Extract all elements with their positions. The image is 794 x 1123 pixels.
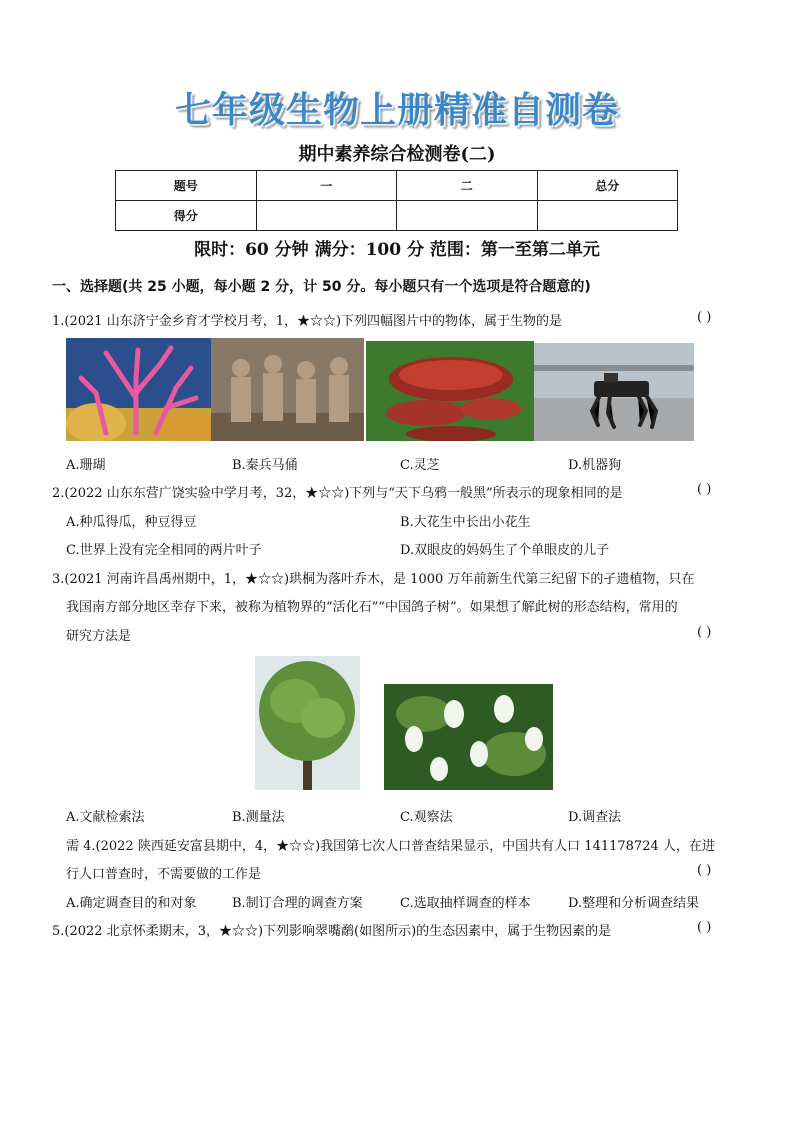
lingzhi-image xyxy=(366,341,534,441)
question-1-text: 1.(2021 山东济宁金乡育才学校月考，1，★☆☆)下列四幅图片中的物体，属于生物的是 xyxy=(52,314,563,329)
table-cell: 一 xyxy=(256,171,397,201)
question-4-text: 需 4.(2022 陕西延安富县期中，4，★☆☆)我国第七次人口普查结果显示，中国共有人口 141178724 人，在进 xyxy=(66,839,715,854)
score-input-cell[interactable] xyxy=(537,201,678,231)
score-table xyxy=(115,170,678,231)
section-heading: 一、选择题(共 25 小题，每小题 2 分，计 50 分。每小题只有一个选项是符合题意的) xyxy=(52,279,591,295)
table-row xyxy=(116,201,678,231)
exam-limits: 限时：60 分钟 满分：100 分 范围：第一至第二单元 xyxy=(194,240,600,260)
option-c[interactable]: C.灵芝 xyxy=(400,458,440,473)
question-3-text: 研究方法是 xyxy=(66,629,132,644)
option-d[interactable]: D.双眼皮的妈妈生了个单眼皮的儿子 xyxy=(400,543,610,558)
robot-dog-image xyxy=(534,343,694,441)
option-b[interactable]: B.大花生中长出小花生 xyxy=(400,515,531,530)
answer-bracket[interactable]: ( ) xyxy=(697,625,712,640)
terracotta-warriors-image xyxy=(211,338,364,441)
score-input-cell[interactable] xyxy=(397,201,538,231)
question-4-text: 行人口普查时，不需要做的工作是 xyxy=(66,867,262,882)
option-a[interactable]: A.文献检索法 xyxy=(66,810,145,825)
option-b[interactable]: B.制订合理的调查方案 xyxy=(232,896,363,911)
question-5-text: 5.(2022 北京怀柔期末，3，★☆☆)下列影响翠嘴鹬(如图所示)的生态因素中，属于生物因素的是 xyxy=(52,924,612,939)
table-cell: 得分 xyxy=(116,201,257,231)
table-cell: 总分 xyxy=(537,171,678,201)
table-row xyxy=(116,171,678,201)
answer-bracket[interactable]: ( ) xyxy=(697,920,712,935)
table-cell: 二 xyxy=(397,171,538,201)
question-3-text: 我国南方部分地区幸存下来，被称为植物界的“活化石”“中国鸽子树”。如果想了解此树的形态结构，常用的 xyxy=(66,600,678,615)
option-d[interactable]: D.调查法 xyxy=(568,810,622,825)
answer-bracket[interactable]: ( ) xyxy=(697,310,712,325)
option-a[interactable]: A.种瓜得瓜，种豆得豆 xyxy=(66,515,197,530)
answer-bracket[interactable]: ( ) xyxy=(697,482,712,497)
question-2-text: 2.(2022 山东东营广饶实验中学月考，32，★☆☆)下列与“天下乌鸦一般黑”所表示的现象相同的是 xyxy=(52,486,623,501)
question-3-text: 3.(2021 河南许昌禹州期中，1，★☆☆)珙桐为落叶乔木，是 1000 万年前新生代第三纪留下的孑遗植物，只在 xyxy=(52,572,695,587)
dove-tree-image xyxy=(255,656,360,790)
option-c[interactable]: C.世界上没有完全相同的两片叶子 xyxy=(66,543,262,558)
banner-title: 七年级生物上册精准自测卷 xyxy=(174,90,619,131)
answer-bracket[interactable]: ( ) xyxy=(697,863,712,878)
score-input-cell[interactable] xyxy=(256,201,397,231)
option-a[interactable]: A.珊瑚 xyxy=(66,458,106,473)
table-cell: 题号 xyxy=(116,171,257,201)
option-d[interactable]: D.整理和分析调查结果 xyxy=(568,896,700,911)
option-b[interactable]: B.测量法 xyxy=(232,810,285,825)
option-b[interactable]: B.秦兵马俑 xyxy=(232,458,298,473)
option-d[interactable]: D.机器狗 xyxy=(568,458,622,473)
option-c[interactable]: C.观察法 xyxy=(400,810,453,825)
option-c[interactable]: C.选取抽样调查的样本 xyxy=(400,896,531,911)
exam-subtitle: 期中素养综合检测卷(二) xyxy=(298,144,496,165)
option-a[interactable]: A.确定调查目的和对象 xyxy=(66,896,197,911)
coral-image xyxy=(66,338,211,441)
dove-flower-image xyxy=(384,684,553,790)
